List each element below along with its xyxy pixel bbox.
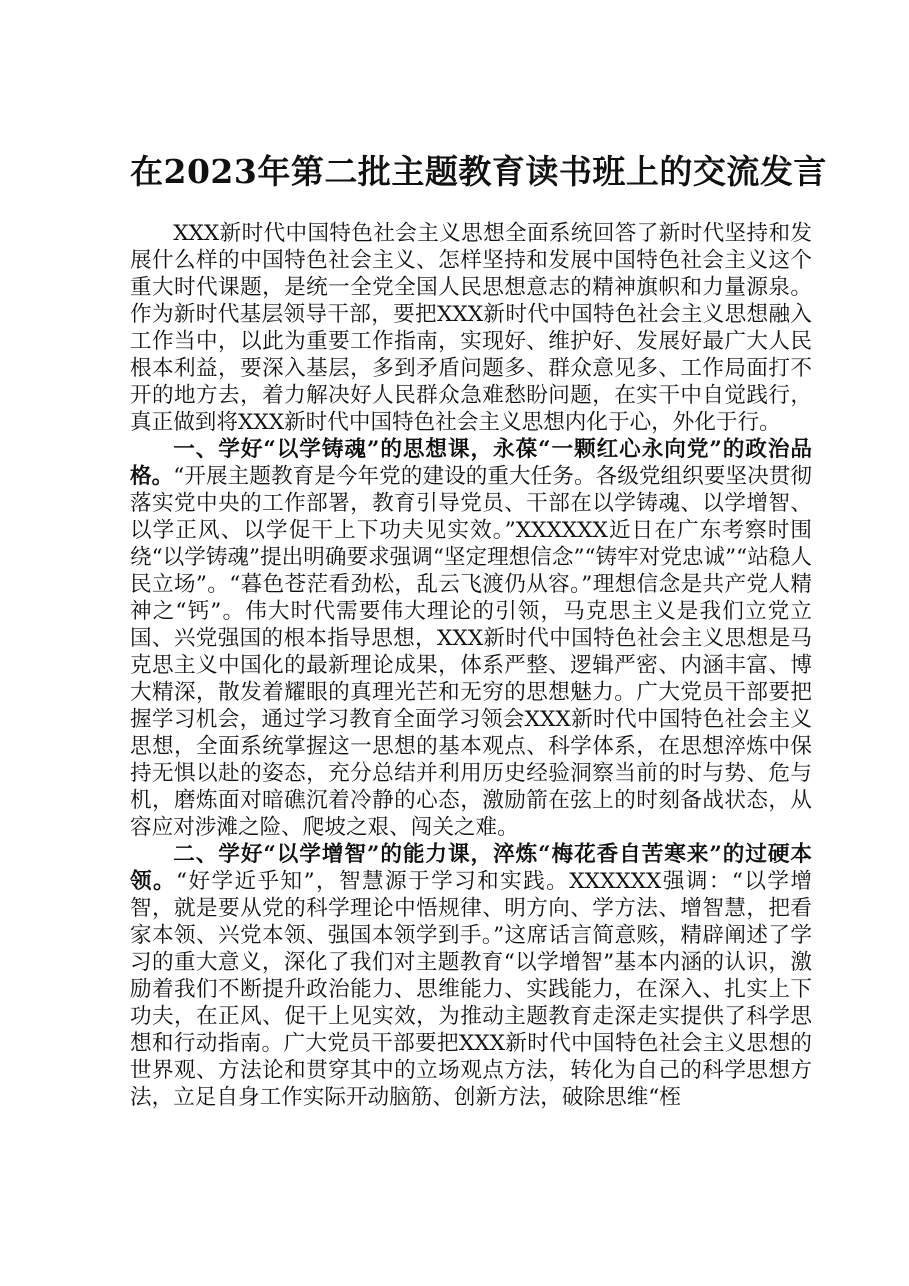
document-title: 在2023年第二批主题教育读书班上的交流发言	[130, 152, 827, 191]
paragraph-section-two	[130, 841, 812, 1111]
paragraph-body: XXX新时代中国特色社会主义思想全面系统回答了新时代坚持和发展什么样的中国特色社会主义、怎样坚持和发展中国特色社会主义这个重大时代课题，是统一全党全国人民思想意志的精神旗帜和力量源泉。作为新时代基层领导干部，要把XXX新时代中国特色社会主义思想融入工作当中，以此为重要工作指南，实现好、维护好、发展好最广大人民根本利益，要深入基层，多到矛盾问题多、群众意见多、工作局面打不开的地方去，着力解决好人民群众急难愁盼问题，在实干中自觉践行，真正做到将XXX新时代中国特色社会主义思想内化于心，外化于行。	[130, 221, 812, 435]
section-heading: 二、学好“以学增智”的能力课，淬炼“梅花香自苦寒来”的过硬本领。	[130, 842, 812, 894]
document-page	[130, 150, 827, 1111]
section-heading: 一、学好“以学铸魂”的思想课，永葆“一颗红心永向党”的政治品格。	[130, 437, 812, 489]
paragraph-intro	[130, 220, 812, 436]
paragraph-body: “好学近乎知”，智慧源于学习和实践。XXXXXX强调：“以学增智，就是要从党的科学理论中悟规律、明方向、学方法、增智慧，把看家本领、兴党本领、强国本领学到手。”这席话言简意赅，精辟阐述了学习的重大意义，深化了我们对主题教育“以学增智”基本内涵的认识，激励着我们不断提升政治能力、思维能力、实践能力，在深入、扎实上下功夫，在正风、促干上见实效，为推动主题教育走深走实提供了科学思想和行动指南。广大党员干部要把XXX新时代中国特色社会主义思想的世界观、方法论和贯穿其中的立场观点方法，转化为自己的科学思想方法，立足自身工作实际开动脑筋、创新方法，破除思维“桎	[130, 869, 812, 1110]
paragraph-body: “开展主题教育是今年党的建设的重大任务。各级党组织要坚决贯彻落实党中央的工作部署，教育引导党员、干部在以学铸魂、以学增智、以学正风、以学促干上下功夫见实效。”XXXXXX近日在广东考察时围绕“以学铸魂”提出明确要求强调“坚定理想信念”“铸牢对党忠诚”“站稳人民立场”。“暮色苍茫看劲松，乱云飞渡仍从容。”理想信念是共产党人精神之“钙”。伟大时代需要伟大理论的引领，马克思主义是我们立党立国、兴党强国的根本指导思想，XXX新时代中国特色社会主义思想是马克思主义中国化的最新理论成果，体系严整、逻辑严密、内涵丰富、博大精深，散发着耀眼的真理光芒和无穷的思想魅力。广大党员干部要把握学习机会，通过学习教育全面学习领会XXX新时代中国特色社会主义思想，全面系统掌握这一思想的基本观点、科学体系，在思想淬炼中保持无惧以赴的姿态，充分总结并利用历史经验洞察当前的时与势、危与机，磨炼面对暗礁沉着冷静的心态，激励箭在弦上的时刻备战状态，从容应对涉滩之险、爬坡之艰、闯关之难。	[130, 464, 812, 840]
paragraph-section-one	[130, 436, 812, 841]
